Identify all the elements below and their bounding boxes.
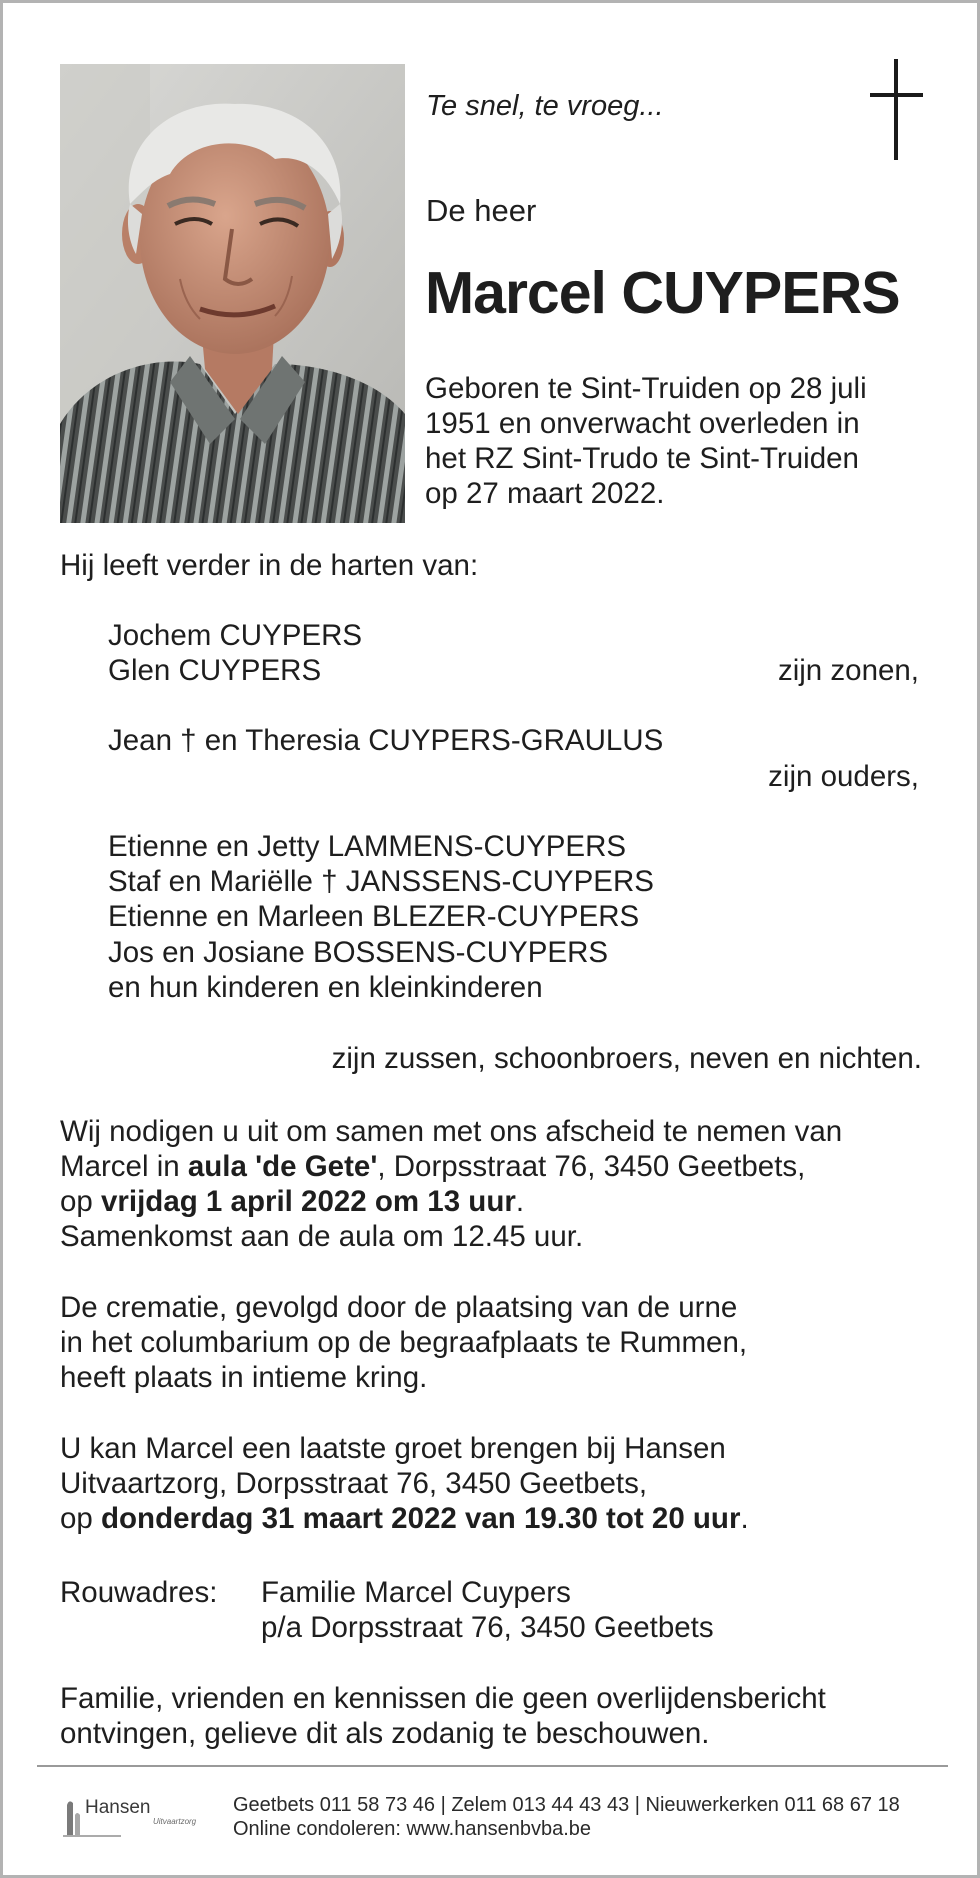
- portrait-photo: [60, 64, 405, 523]
- closing-line: ontvingen, gelieve dit als zodanig te beschouwen.: [60, 1717, 710, 1750]
- relation-label: zijn ouders,: [768, 760, 919, 793]
- branch-phones: Geetbets 011 58 73 46 | Zelem 013 44 43 43 | Nieuwerkerken 011 68 67 18: [233, 1794, 900, 1816]
- mourning-address-line: Familie Marcel Cuypers: [261, 1576, 571, 1609]
- logo-subtitle: Uitvaartzorg: [153, 1817, 197, 1826]
- viewing-line: Uitvaartzorg, Dorpsstraat 76, 3450 Geetbets,: [60, 1467, 648, 1500]
- relation-label: zijn zussen, schoonbroers, neven en nichten.: [331, 1042, 922, 1075]
- venue: aula 'de Gete': [187, 1150, 378, 1183]
- latin-cross-icon-bar: [870, 93, 923, 97]
- birth-death-line: 1951 en onverwacht overleden in: [425, 407, 860, 440]
- family-member: Etienne en Marleen BLEZER-CUYPERS: [108, 900, 640, 933]
- deceased-name: Marcel CUYPERS: [425, 260, 900, 326]
- funeral-home-logo: [61, 1791, 211, 1841]
- honorific: De heer: [426, 193, 537, 228]
- family-member: Jos en Josiane BOSSENS-CUYPERS: [108, 936, 609, 969]
- family-member: Glen CUYPERS: [108, 654, 322, 687]
- footer-divider: [37, 1765, 948, 1767]
- family-member: en hun kinderen en kleinkinderen: [108, 971, 543, 1004]
- portrait-illustration: [60, 64, 405, 523]
- ceremony-datetime: vrijdag 1 april 2022 om 13 uur: [101, 1185, 516, 1218]
- closing-line: Familie, vrienden en kennissen die geen overlijdensbericht: [60, 1682, 826, 1715]
- cremation-line: heeft plaats in intieme kring.: [60, 1361, 428, 1394]
- family-member: Etienne en Jetty LAMMENS-CUYPERS: [108, 830, 627, 863]
- latin-cross-icon: [894, 59, 898, 160]
- relation-label: zijn zonen,: [777, 654, 919, 687]
- invitation-line: Marcel in aula 'de Gete', Dorpsstraat 76, 3450 Geetbets,: [60, 1150, 806, 1183]
- family-member: Jochem CUYPERS: [108, 619, 363, 652]
- viewing-line: op donderdag 31 maart 2022 van 19.30 tot 20 uur.: [60, 1502, 749, 1535]
- birth-death-line: Geboren te Sint-Truiden op 28 juli: [425, 372, 867, 405]
- family-intro: Hij leeft verder in de harten van:: [60, 549, 479, 582]
- logo-name: Hansen: [85, 1797, 151, 1818]
- cremation-line: in het columbarium op de begraafplaats te Rummen,: [60, 1326, 748, 1359]
- viewing-datetime: donderdag 31 maart 2022 van 19.30 tot 20 uur: [101, 1502, 741, 1535]
- invitation-line: op vrijdag 1 april 2022 om 13 uur.: [60, 1185, 525, 1218]
- birth-death-line: op 27 maart 2022.: [425, 477, 665, 510]
- tagline: Te snel, te vroeg...: [426, 90, 664, 122]
- mourning-address-label: Rouwadres:: [60, 1576, 218, 1609]
- viewing-line: U kan Marcel een laatste groet brengen bij Hansen: [60, 1432, 726, 1465]
- cremation-line: De crematie, gevolgd door de plaatsing van de urne: [60, 1291, 738, 1324]
- online-condolence[interactable]: Online condoleren: www.hansenbvba.be: [233, 1818, 592, 1840]
- mourning-address-line: p/a Dorpsstraat 76, 3450 Geetbets: [261, 1611, 714, 1644]
- birth-death-line: het RZ Sint-Trudo te Sint-Truiden: [425, 442, 859, 475]
- invitation-line: Samenkomst aan de aula om 12.45 uur.: [60, 1220, 584, 1253]
- invitation-line: Wij nodigen u uit om samen met ons afscheid te nemen van: [60, 1115, 843, 1148]
- family-member: Staf en Mariëlle † JANSSENS-CUYPERS: [108, 865, 654, 898]
- family-member: Jean † en Theresia CUYPERS-GRAULUS: [108, 724, 664, 757]
